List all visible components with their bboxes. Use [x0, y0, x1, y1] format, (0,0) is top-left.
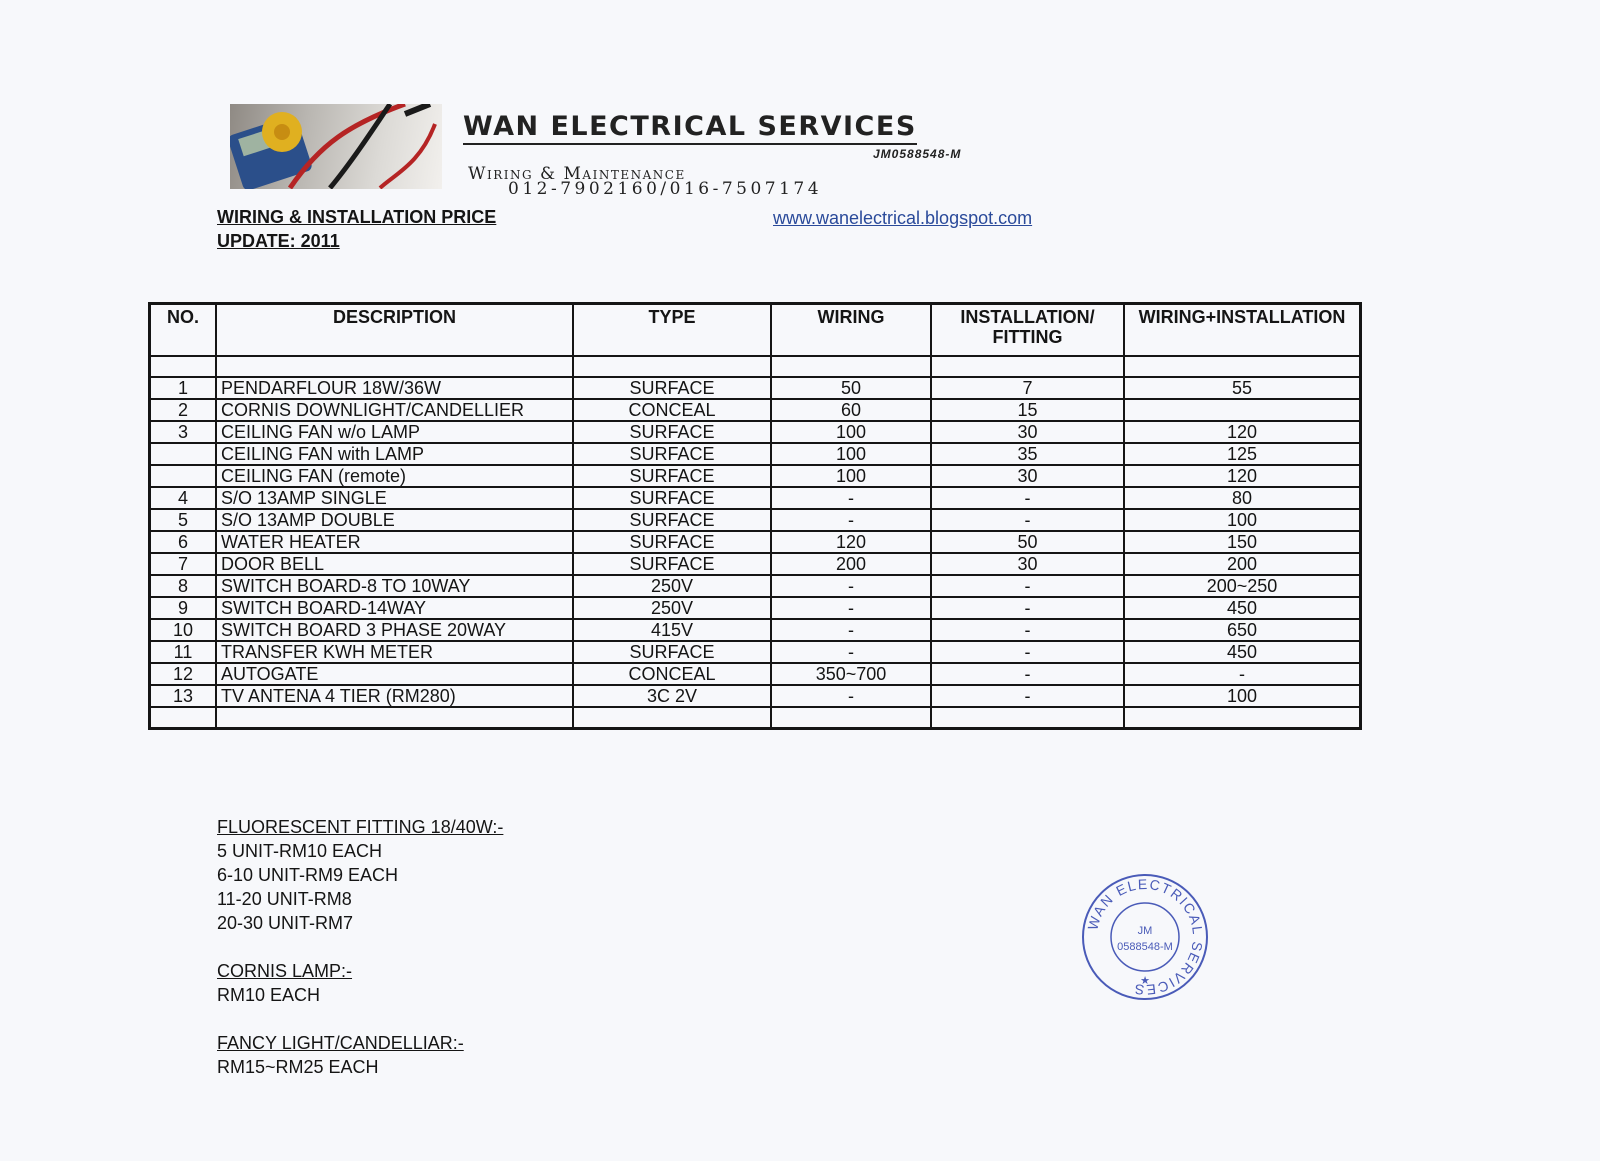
- cell-wiring: 60: [771, 399, 931, 421]
- cell-wiring-installation: 55: [1124, 377, 1361, 399]
- table-cell: [216, 356, 573, 377]
- cell-description: WATER HEATER: [216, 531, 573, 553]
- cell-wiring-installation: 150: [1124, 531, 1361, 553]
- table-row: [150, 619, 1361, 641]
- note-line: 6-10 UNIT-RM9 EACH: [217, 865, 399, 885]
- table-cell: [771, 356, 931, 377]
- table-row: [150, 575, 1361, 597]
- cell-description: TRANSFER KWH METER: [216, 641, 573, 663]
- table-cell: [1124, 707, 1361, 729]
- table-cell: [150, 707, 217, 729]
- table-row: [150, 399, 1361, 421]
- cell-wiring-installation: 200~250: [1124, 575, 1361, 597]
- table-row: [150, 531, 1361, 553]
- table-cell: [931, 707, 1124, 729]
- header-installation: INSTALLATION/ FITTING: [931, 304, 1124, 357]
- cell-no: 12: [150, 663, 217, 685]
- cell-installation: -: [931, 663, 1124, 685]
- header-type: TYPE: [573, 304, 771, 357]
- cell-no: 3: [150, 421, 217, 443]
- cell-wiring-installation: -: [1124, 663, 1361, 685]
- cell-description: S/O 13AMP DOUBLE: [216, 509, 573, 531]
- cell-type: SURFACE: [573, 465, 771, 487]
- cell-description: CEILING FAN w/o LAMP: [216, 421, 573, 443]
- star-icon: ★: [1140, 975, 1150, 987]
- cell-installation: -: [931, 575, 1124, 597]
- cell-wiring: -: [771, 575, 931, 597]
- header-wiring: WIRING: [771, 304, 931, 357]
- cell-wiring: -: [771, 641, 931, 663]
- cell-wiring-installation: [1124, 399, 1361, 421]
- table-cell: [150, 356, 217, 377]
- cell-description: SWITCH BOARD 3 PHASE 20WAY: [216, 619, 573, 641]
- note-line: 5 UNIT-RM10 EACH: [217, 841, 383, 861]
- cell-no: 4: [150, 487, 217, 509]
- cell-wiring: -: [771, 487, 931, 509]
- cell-no: 13: [150, 685, 217, 707]
- cell-type: SURFACE: [573, 553, 771, 575]
- cell-installation: 7: [931, 377, 1124, 399]
- cell-no: 11: [150, 641, 217, 663]
- cell-description: S/O 13AMP SINGLE: [216, 487, 573, 509]
- note-block: [217, 1031, 503, 1079]
- header-wiring-installation: WIRING+INSTALLATION: [1124, 304, 1361, 357]
- note-heading: FLUORESCENT FITTING 18/40W:-: [217, 817, 504, 837]
- cell-installation: 50: [931, 531, 1124, 553]
- cell-wiring-installation: 100: [1124, 509, 1361, 531]
- website-link[interactable]: www.wanelectrical.blogspot.com: [773, 208, 1033, 228]
- note-block: [217, 815, 503, 935]
- price-table: [148, 302, 1362, 730]
- header-no: NO.: [150, 304, 217, 357]
- cell-wiring: 50: [771, 377, 931, 399]
- cell-installation: 35: [931, 443, 1124, 465]
- cell-type: SURFACE: [573, 641, 771, 663]
- cell-wiring: 100: [771, 465, 931, 487]
- table-row-blank: [150, 707, 1361, 729]
- table-cell: [931, 356, 1124, 377]
- cell-installation: -: [931, 487, 1124, 509]
- table-cell: [573, 707, 771, 729]
- tagline: Wiring & Maintenance: [468, 164, 686, 184]
- cell-wiring-installation: 200: [1124, 553, 1361, 575]
- table-cell: [771, 707, 931, 729]
- cell-no: 5: [150, 509, 217, 531]
- cell-wiring-installation: 450: [1124, 597, 1361, 619]
- cell-no: 7: [150, 553, 217, 575]
- cell-no: 6: [150, 531, 217, 553]
- cell-wiring-installation: 120: [1124, 465, 1361, 487]
- cell-installation: -: [931, 641, 1124, 663]
- cell-installation: 30: [931, 465, 1124, 487]
- cell-installation: -: [931, 597, 1124, 619]
- cell-description: CEILING FAN with LAMP: [216, 443, 573, 465]
- cell-installation: -: [931, 509, 1124, 531]
- cell-type: 250V: [573, 597, 771, 619]
- cell-type: SURFACE: [573, 509, 771, 531]
- table-row: [150, 685, 1361, 707]
- cell-installation: -: [931, 619, 1124, 641]
- table-row: [150, 663, 1361, 685]
- table-cell: [573, 356, 771, 377]
- note-heading: CORNIS LAMP:-: [217, 961, 353, 981]
- note-line: 20-30 UNIT-RM7: [217, 913, 354, 933]
- cell-type: SURFACE: [573, 421, 771, 443]
- cell-type: 415V: [573, 619, 771, 641]
- note-line: 11-20 UNIT-RM8: [217, 889, 352, 909]
- cell-wiring-installation: 80: [1124, 487, 1361, 509]
- cell-description: CEILING FAN (remote): [216, 465, 573, 487]
- cell-installation: 30: [931, 553, 1124, 575]
- cell-type: SURFACE: [573, 377, 771, 399]
- cell-type: 250V: [573, 575, 771, 597]
- cell-type: CONCEAL: [573, 399, 771, 421]
- table-row: [150, 597, 1361, 619]
- cell-installation: -: [931, 685, 1124, 707]
- cell-no: [150, 443, 217, 465]
- table-row: [150, 553, 1361, 575]
- cell-type: CONCEAL: [573, 663, 771, 685]
- cell-description: DOOR BELL: [216, 553, 573, 575]
- cell-wiring-installation: 450: [1124, 641, 1361, 663]
- cell-type: SURFACE: [573, 531, 771, 553]
- cell-type: 3C 2V: [573, 685, 771, 707]
- cell-no: 2: [150, 399, 217, 421]
- cell-description: AUTOGATE: [216, 663, 573, 685]
- table-cell: [1124, 356, 1361, 377]
- company-name: WAN ELECTRICAL SERVICES: [463, 111, 917, 145]
- cell-installation: 15: [931, 399, 1124, 421]
- cell-wiring: 120: [771, 531, 931, 553]
- table-row: [150, 509, 1361, 531]
- cell-wiring: 100: [771, 443, 931, 465]
- cell-no: 10: [150, 619, 217, 641]
- cell-wiring: 350~700: [771, 663, 931, 685]
- table-body: [150, 356, 1361, 729]
- cell-no: 1: [150, 377, 217, 399]
- cell-wiring: 100: [771, 421, 931, 443]
- cell-wiring-installation: 125: [1124, 443, 1361, 465]
- company-stamp: [1080, 872, 1210, 1002]
- cell-description: TV ANTENA 4 TIER (RM280): [216, 685, 573, 707]
- table-cell: [216, 707, 573, 729]
- note-line: RM15~RM25 EACH: [217, 1057, 379, 1077]
- cell-wiring: 200: [771, 553, 931, 575]
- stamp-center-top: JM: [1137, 925, 1153, 937]
- cell-no: 9: [150, 597, 217, 619]
- cell-description: SWITCH BOARD-14WAY: [216, 597, 573, 619]
- table-row: [150, 443, 1361, 465]
- table-header-row: [150, 304, 1361, 357]
- header-photo-multimeter: [230, 104, 442, 189]
- document-update: UPDATE: 2011: [217, 231, 340, 251]
- note-block: [217, 959, 503, 1007]
- cell-description: CORNIS DOWNLIGHT/CANDELLIER: [216, 399, 573, 421]
- cell-wiring: -: [771, 685, 931, 707]
- cell-type: SURFACE: [573, 443, 771, 465]
- note-line: RM10 EACH: [217, 985, 321, 1005]
- cell-wiring: -: [771, 597, 931, 619]
- phone-numbers: 012-7902160/016-7507174: [508, 179, 823, 199]
- document-title: WIRING & INSTALLATION PRICE: [217, 207, 497, 227]
- cell-wiring-installation: 650: [1124, 619, 1361, 641]
- cell-no: 8: [150, 575, 217, 597]
- note-heading: FANCY LIGHT/CANDELLIAR:-: [217, 1033, 464, 1053]
- cell-no: [150, 465, 217, 487]
- cell-installation: 30: [931, 421, 1124, 443]
- table-row: [150, 465, 1361, 487]
- stamp-ring-text: WAN ELECTRICAL SERVICES: [1084, 875, 1207, 999]
- table-row: [150, 487, 1361, 509]
- cell-description: SWITCH BOARD-8 TO 10WAY: [216, 575, 573, 597]
- header-description: DESCRIPTION: [216, 304, 573, 357]
- table-row: [150, 641, 1361, 663]
- table-row: [150, 377, 1361, 399]
- cell-type: SURFACE: [573, 487, 771, 509]
- table-row-blank: [150, 356, 1361, 377]
- stamp-center-bottom: 0588548-M: [1117, 941, 1173, 953]
- table-row: [150, 421, 1361, 443]
- cell-wiring: -: [771, 619, 931, 641]
- cell-description: PENDARFLOUR 18W/36W: [216, 377, 573, 399]
- registration-number: JM0588548-M: [873, 147, 962, 161]
- cell-wiring-installation: 100: [1124, 685, 1361, 707]
- cell-wiring: -: [771, 509, 931, 531]
- price-notes: [217, 815, 503, 1103]
- cell-wiring-installation: 120: [1124, 421, 1361, 443]
